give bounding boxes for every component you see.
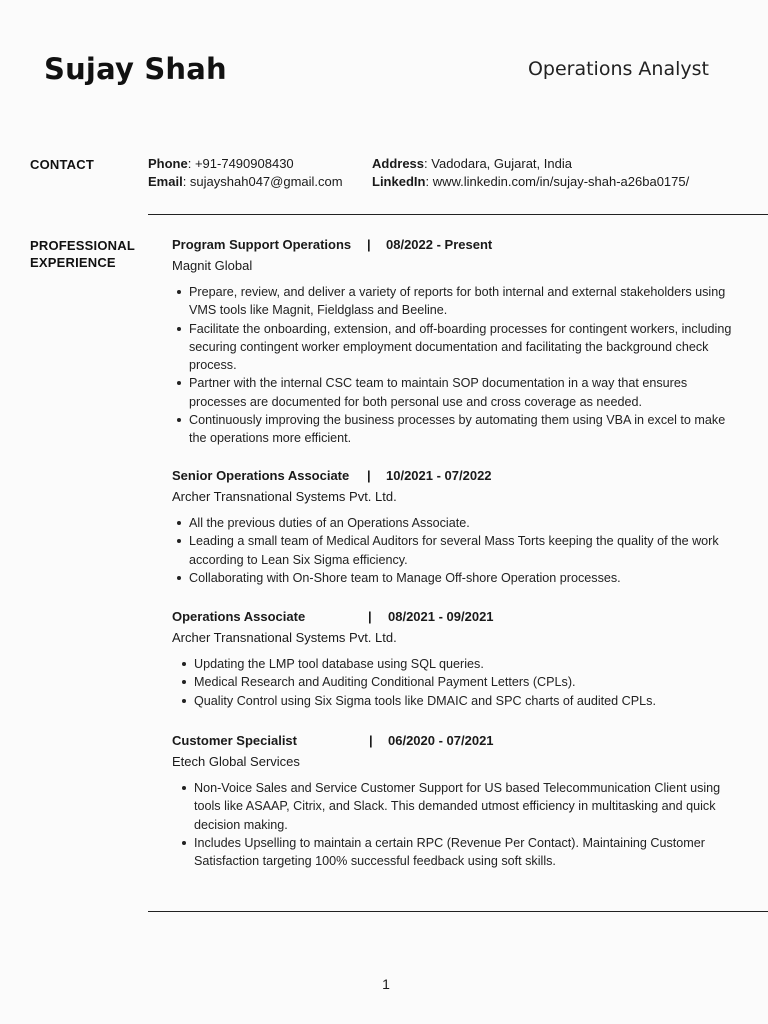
duty-item: Collaborating with On-Shore team to Manage Off-shore Operation processes. (189, 569, 742, 587)
duty-item: Leading a small team of Medical Auditors for several Mass Torts keeping the quality of the work according to Lean Six Sigma efficiency. (189, 532, 742, 569)
job-dates: 06/2020 - 07/2021 (388, 733, 494, 748)
job-heading (172, 608, 742, 626)
email-label: Email (148, 174, 183, 189)
job-role: Operations Associate (172, 609, 306, 624)
experience-entry (172, 608, 742, 710)
experience-entry (172, 467, 742, 587)
job-duties (189, 514, 742, 587)
job-company: Etech Global Services (172, 754, 300, 769)
address-value: Vadodara, Gujarat, India (431, 156, 572, 171)
heading-separator: | (367, 468, 371, 483)
linkedin-line: LinkedIn: www.linkedin.com/in/sujay-shah-a26ba0175/ (372, 174, 690, 189)
job-heading (172, 467, 742, 485)
linkedin-value: www.linkedin.com/in/sujay-shah-a26ba0175/ (432, 174, 690, 189)
job-role: Customer Specialist (172, 733, 297, 748)
job-company: Archer Transnational Systems Pvt. Ltd. (172, 489, 397, 504)
job-duties (189, 283, 742, 448)
divider (148, 214, 768, 215)
job-heading (172, 236, 742, 254)
duty-item: Non-Voice Sales and Service Customer Support for US based Telecommunication Client using tools like ASAAP, Citrix, and Slack. This demanded utmost efficiency in multitasking and quick decision making. (194, 779, 742, 834)
address-label: Address (372, 156, 425, 171)
email-value: sujayshah047@gmail.com (189, 174, 343, 189)
phone-label: Phone (148, 156, 188, 171)
candidate-title: Operations Analyst (527, 58, 709, 80)
job-duties (194, 655, 742, 710)
duty-item: Partner with the internal CSC team to maintain SOP documentation in a way that ensures processes are documented for both personal use and cross coverage as needed. (189, 374, 742, 411)
duty-item: Continuously improving the business processes by automating them using VBA in excel to make the operations more efficient. (189, 411, 742, 448)
duty-item: Quality Control using Six Sigma tools like DMAIC and SPC charts of audited CPLs. (194, 692, 742, 710)
linkedin-label: LinkedIn (372, 174, 426, 189)
duty-item: Facilitate the onboarding, extension, and off-boarding processes for contingent workers, including securing contingent worker employment documentation and facilitating the background check process. (189, 320, 742, 375)
email-line: Email: sujayshah047@gmail.com (148, 174, 343, 189)
job-dates: 10/2021 - 07/2022 (386, 468, 492, 483)
experience-entry (172, 236, 742, 448)
duty-item: Includes Upselling to maintain a certain RPC (Revenue Per Contact). Maintaining Customer Satisfaction targeting 100% successful feedback using soft skills. (194, 834, 742, 871)
experience-entry (172, 732, 742, 870)
job-heading (172, 732, 742, 750)
job-company: Magnit Global (172, 258, 253, 273)
page-number: 1 (382, 976, 390, 992)
job-duties (194, 779, 742, 870)
duty-item: Updating the LMP tool database using SQL queries. (194, 655, 742, 673)
address-line: Address: Vadodara, Gujarat, India (372, 156, 572, 171)
candidate-name: Sujay Shah (44, 52, 227, 86)
heading-separator: | (368, 609, 372, 624)
phone-value: +91-7490908430 (194, 156, 294, 171)
duty-item: Prepare, review, and deliver a variety of reports for both internal and external stakeholders using VMS tools like Magnit, Fieldglass and Beeline. (189, 283, 742, 320)
experience-section-label: PROFESSIONAL EXPERIENCE (30, 238, 135, 270)
job-role: Senior Operations Associate (172, 468, 350, 483)
divider (148, 911, 768, 912)
job-role: Program Support Operations (172, 237, 352, 252)
phone-line: Phone: +91-7490908430 (148, 156, 294, 171)
job-company: Archer Transnational Systems Pvt. Ltd. (172, 630, 397, 645)
heading-separator: | (367, 237, 371, 252)
contact-section-label: CONTACT (30, 157, 94, 172)
job-dates: 08/2021 - 09/2021 (388, 609, 494, 624)
heading-separator: | (369, 733, 373, 748)
job-dates: 08/2022 - Present (386, 237, 493, 252)
duty-item: All the previous duties of an Operations Associate. (189, 514, 742, 532)
duty-item: Medical Research and Auditing Conditional Payment Letters (CPLs). (194, 673, 742, 691)
